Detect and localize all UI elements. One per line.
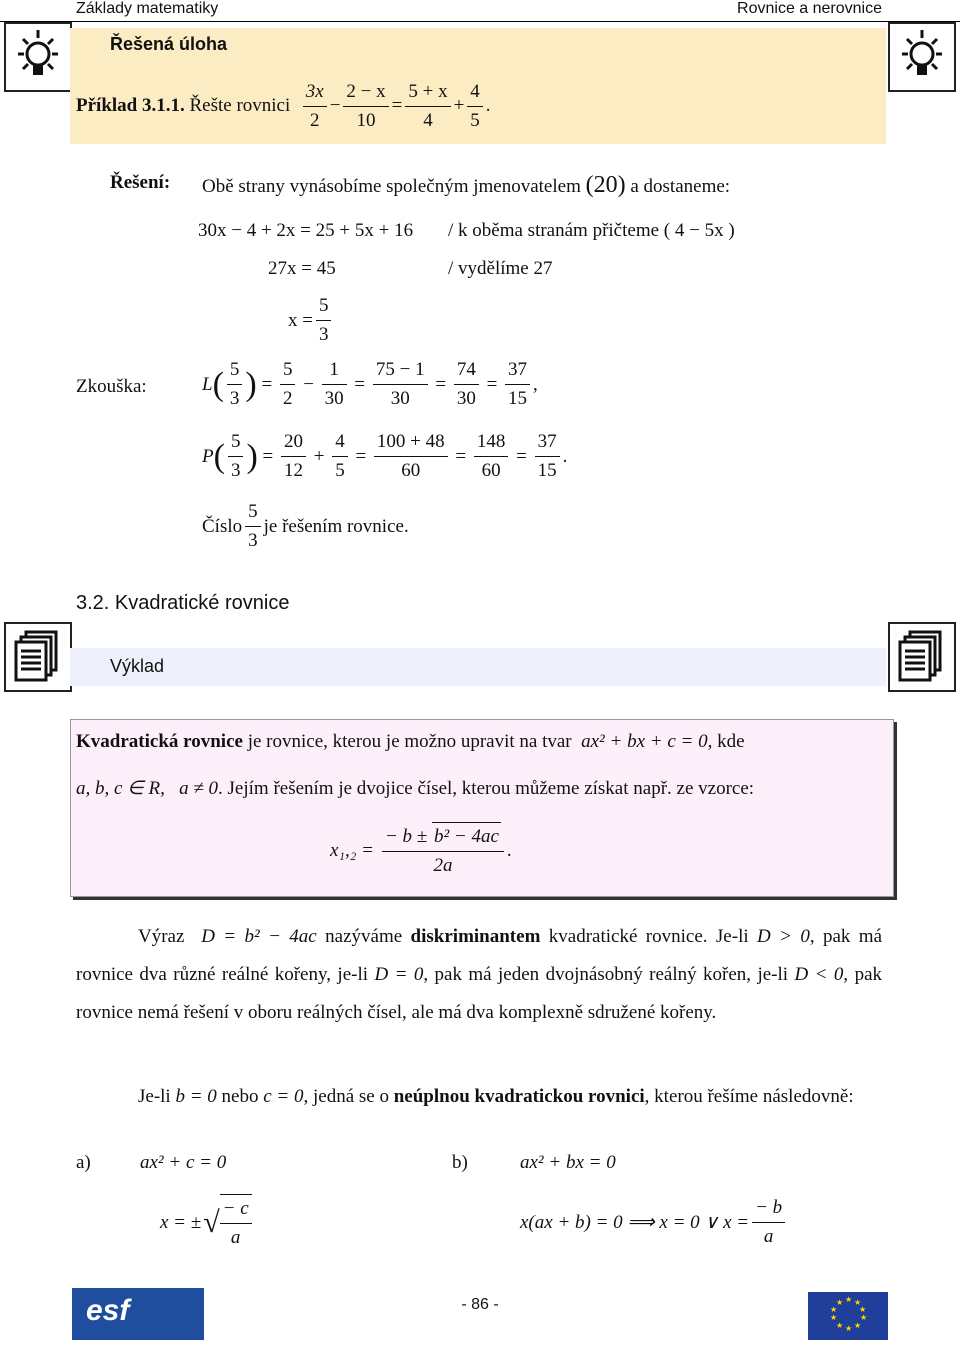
header-right: Rovnice a nerovnice xyxy=(737,0,882,17)
solved-task-label: Řešená úloha xyxy=(110,34,228,54)
solution-line-2: 27x = 45 xyxy=(268,258,336,279)
svg-text:★: ★ xyxy=(830,1313,838,1322)
check-left-side: L ( 5 3 ) = 5 2 − 1 30 = 75 − 1 30 = 74 30 = 37 15 , xyxy=(202,356,538,413)
solution-note-1: / k oběma stranám přičteme ( 4 − 5x ) xyxy=(448,220,735,241)
header-rule xyxy=(0,21,960,22)
svg-text:★: ★ xyxy=(854,1321,862,1330)
document-stack-icon xyxy=(888,622,956,692)
lightbulb-icon xyxy=(4,22,72,92)
solution-note-2: / vydělíme 27 xyxy=(448,258,553,279)
case-a-label: a) xyxy=(76,1152,91,1173)
solution-label: Řešení: xyxy=(110,172,171,193)
case-a-equation: ax² + c = 0 xyxy=(140,1152,227,1173)
document-stack-icon xyxy=(4,622,72,692)
solution-intro: Obě strany vynásobíme společným jmenovatelem (20) a dostaneme: xyxy=(202,172,731,198)
quadratic-formula: x₁,₂ = $\frac{\text{− b ± b² − 4ac}}{2a}$ . xyxy=(330,822,512,880)
case-b-solution: x(ax + b) = 0 ⟹ x = 0 ∨ x = $\frac{- b}{a}$ xyxy=(520,1194,788,1251)
esf-logo: esf xyxy=(72,1288,204,1340)
definition-line-2: a, b, c ∈ R, a ≠ 0. Jejím řešením je dvojice čísel, kterou můžeme získat např. ze vzorce: xyxy=(76,778,755,799)
check-right-side: P ( 5 3 ) = 20 12 + 4 5 = 100 + 48 60 = 148 60 = 37 15 . xyxy=(202,428,567,485)
svg-text:★: ★ xyxy=(845,1295,853,1304)
section-title: 3.2. Kvadratické rovnice xyxy=(76,592,290,614)
svg-text:★: ★ xyxy=(836,1298,844,1307)
svg-text:★: ★ xyxy=(845,1324,853,1333)
check-conclusion: Číslo 5 3 je řešením rovnice. xyxy=(202,498,409,555)
case-b-label: b) xyxy=(452,1152,468,1173)
page-number: - 86 - xyxy=(461,1296,499,1313)
explanation-label: Výklad xyxy=(110,656,165,676)
solution-line-1: 30x − 4 + 2x = 25 + 5x + 16 xyxy=(198,220,414,241)
eu-flag-icon xyxy=(808,1292,888,1340)
example-label: Příklad 3.1.1. xyxy=(76,95,185,116)
case-a-solution: x = ± √ − c a xyxy=(160,1194,255,1252)
solution-line-3: x = $\frac{5}{3}$ xyxy=(288,292,334,349)
example-statement: Příklad 3.1.1. Řešte rovnici 3x 2 − $\frac{2 - x}{10}$ = $\frac{5 + x}{4}$ + $\frac{4}{5}$ . xyxy=(76,78,491,134)
svg-text:★: ★ xyxy=(830,1305,838,1314)
definition-line-1: Kvadratická rovnice je rovnice, kterou je možno upravit na tvar ax² + bx + c = 0, kde xyxy=(76,731,745,752)
svg-text:★: ★ xyxy=(859,1305,867,1314)
discriminant-paragraph: Výraz D = b² − 4ac nazýváme diskriminantem kvadratické rovnice. Je-li D > 0, pak má rovnice dva různé reálné kořeny, je-li D = 0, pak má jeden dvojnásobný reálný kořen, je-li D < 0, pak rovnice nemá řešení v oboru reálných čísel, ale má dva komplexně sdružené kořeny. xyxy=(76,926,883,1023)
lightbulb-icon xyxy=(888,22,956,92)
check-label: Zkouška: xyxy=(76,376,147,397)
case-b-equation: ax² + bx = 0 xyxy=(520,1152,616,1173)
header-left: Základy matematiky xyxy=(76,0,219,17)
incomplete-paragraph: Je-li b = 0 nebo c = 0, jedná se o neúplnou kvadratickou rovnici, kterou řešíme následovně: xyxy=(138,1086,854,1107)
example-instruction: Řešte rovnici xyxy=(189,95,291,116)
svg-text:★: ★ xyxy=(836,1321,844,1330)
svg-text:★: ★ xyxy=(854,1298,862,1307)
svg-text:★: ★ xyxy=(860,1313,868,1322)
explanation-band xyxy=(70,648,886,686)
